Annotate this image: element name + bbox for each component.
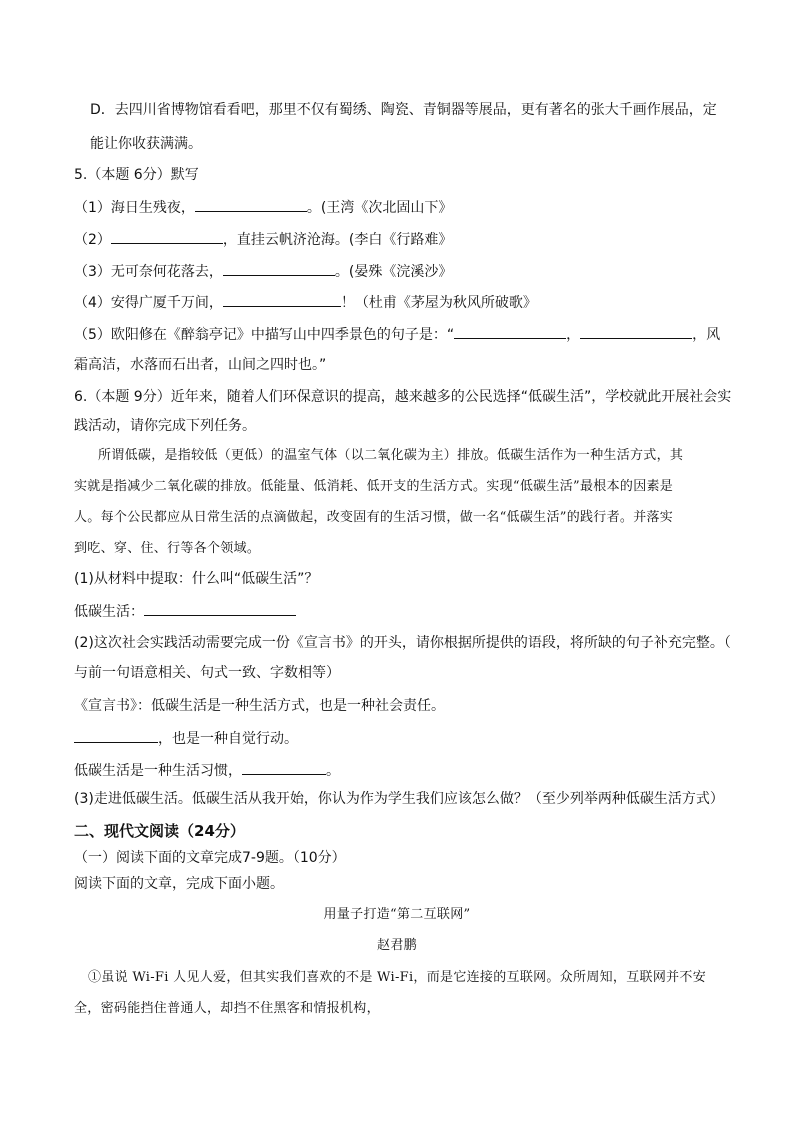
q6-material-line4: 到吃、穿、住、行等各个领域。 [74, 541, 261, 556]
q6-material-line3: 人。每个公民都应从日常生活的点滴做起，改变固有的生活习惯，做一名“低碳生活”的践行者。并落实 [74, 510, 674, 525]
q6-sub1: (1)从材料中提取：什么叫“低碳生活”？ [74, 571, 319, 587]
section2-instruction: 阅读下面的文章，完成下面小题。 [74, 876, 284, 892]
article-para1-line2: 全，密码能挡住普通人，却挡不住黑客和情报机构， [74, 1001, 380, 1016]
answer-blank[interactable] [195, 197, 307, 212]
q5-item5-mid: ， [566, 327, 581, 343]
q5-item5-suffix: ，风 [692, 327, 721, 343]
q6-material-line2: 实就是指减少二氧化碳的排放。低能量、低消耗、低开支的生活方式。实现“低碳生活”最根本的因素是 [74, 479, 674, 494]
q6-habit-line [74, 760, 340, 781]
q5-item4-suffix: ！（杜甫《茅屋为秋风所破歌》 [340, 295, 537, 311]
q5-item1 [74, 197, 452, 218]
answer-blank[interactable] [111, 229, 223, 244]
answer-blank[interactable] [74, 728, 158, 743]
q6-habit-prefix: 低碳生活是一种生活习惯， [74, 763, 242, 779]
option-d-line1: D．去四川省博物馆看看吧，那里不仅有蜀绣、陶瓷、青铜器等展品，更有著名的张大千画作展品，定 [90, 102, 717, 118]
q6-material-line1: 所谓低碳，是指较低（更低）的温室气体（以二氧化碳为主）排放。低碳生活作为一种生活方式，其 [98, 448, 684, 463]
article-title: 用量子打造“第二互联网” [323, 907, 471, 922]
q6-sub1-answer [74, 601, 296, 622]
section2-heading: 二、现代文阅读（24分） [74, 822, 245, 840]
answer-blank[interactable] [223, 292, 341, 307]
section2-part1: （一）阅读下面的文章完成7-9题。（10分） [74, 850, 346, 866]
q6-sub2-line1: (2)这次社会实践活动需要完成一份《宣言书》的开头，请你根据所提供的语段，将所缺的句子补充完整。（ [74, 635, 731, 651]
q5-item3-prefix: （3）无可奈何花落去， [74, 264, 223, 280]
q5-item3 [74, 261, 452, 282]
q5-item2-prefix: （2） [74, 232, 111, 248]
article-para1-line1: ①虽说 Wi-Fi 人见人爱，但其实我们喜欢的不是 Wi-Fi，而是它连接的互联网。众所周知，互联网并不安 [88, 970, 707, 985]
q5-item4-prefix: （4）安得广厦千万间， [74, 295, 223, 311]
q6-intro-line2: 践活动，请你完成下列任务。 [74, 418, 256, 434]
q5-item2-suffix: ，直挂云帆济沧海。(李白《行路难》 [222, 232, 453, 248]
q6-blank-line [74, 728, 298, 749]
q5-item3-suffix: 。(晏殊《浣溪沙》 [334, 264, 453, 280]
answer-blank[interactable] [454, 324, 566, 339]
answer-blank[interactable] [242, 760, 326, 775]
q5-item5 [74, 324, 720, 345]
q6-sub1-answer-label: 低碳生活： [74, 604, 144, 620]
option-d-line2: 能让你收获满满。 [90, 136, 202, 152]
q5-item2 [74, 229, 452, 250]
q6-declaration: 《宣言书》：低碳生活是一种生活方式，也是一种社会责任。 [74, 698, 445, 714]
q6-blank-line-suffix: ，也是一种自觉行动。 [158, 731, 298, 747]
article-author: 赵君鹏 [377, 938, 417, 953]
q5-item5-line2: 霜高洁，水落而石出者，山间之四时也。” [74, 357, 327, 373]
q6-sub2-line2: 与前一句语意相关、句式一致、字数相等） [74, 665, 340, 681]
q6-sub3: (3)走进低碳生活。低碳生活从我开始，你认为作为学生我们应该怎么做？（至少列举两种低碳生活方式） [74, 791, 724, 807]
answer-blank[interactable] [580, 324, 692, 339]
q6-habit-suffix: 。 [326, 763, 340, 779]
q6-intro-line1: 6.（本题 9分）近年来，随着人们环保意识的提高，越来越多的公民选择“低碳生活”，学校就此开展社会实 [74, 389, 732, 405]
q5-item5-prefix: （5）欧阳修在《醉翁亭记》中描写山中四季景色的句子是：“ [74, 327, 455, 343]
q5-title: 5.（本题 6分）默写 [74, 167, 199, 183]
q5-item1-suffix: 。(王湾《次北固山下》 [306, 200, 453, 216]
answer-blank[interactable] [144, 601, 296, 616]
q5-item1-prefix: （1）海日生残夜， [74, 200, 195, 216]
q5-item4 [74, 292, 537, 313]
answer-blank[interactable] [223, 261, 335, 276]
